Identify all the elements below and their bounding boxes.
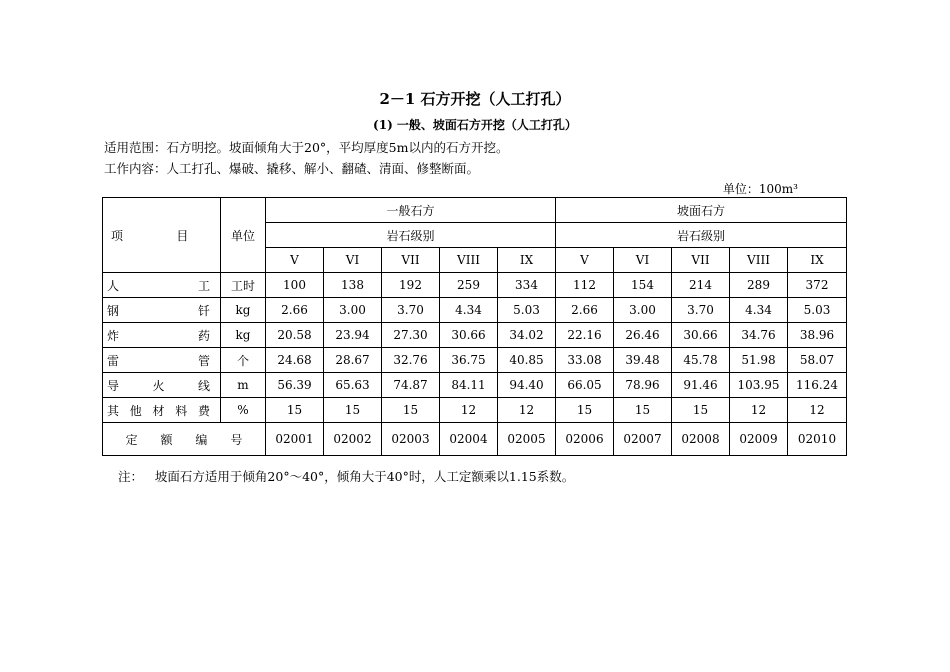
row-name: 炸药	[103, 323, 221, 348]
value-cell: 259	[440, 273, 498, 298]
value-cell: 30.66	[672, 323, 730, 348]
value-cell: 112	[556, 273, 614, 298]
row-unit: kg	[221, 323, 266, 348]
table-row	[103, 348, 847, 373]
value-cell: 15	[614, 398, 672, 423]
value-cell: 28.67	[324, 348, 382, 373]
page-title: 2－1 石方开挖（人工打孔）	[379, 90, 571, 108]
quota-code-cell: 02008	[672, 423, 730, 456]
quota-code-label: 定 额 编 号	[103, 423, 266, 456]
value-cell: 84.11	[440, 373, 498, 398]
grade-cell: V	[556, 248, 614, 273]
value-cell: 33.08	[556, 348, 614, 373]
quota-code-cell: 02007	[614, 423, 672, 456]
table-row	[103, 323, 847, 348]
table-row	[103, 298, 847, 323]
value-cell: 372	[788, 273, 847, 298]
grade-cell: VII	[382, 248, 440, 273]
unit-header: 单位	[221, 198, 266, 273]
quota-code-cell: 02003	[382, 423, 440, 456]
grade-cell: VII	[672, 248, 730, 273]
item-header: 项 目	[103, 198, 221, 273]
row-name: 其他材料费	[103, 398, 221, 423]
row-unit: kg	[221, 298, 266, 323]
value-cell: 36.75	[440, 348, 498, 373]
value-cell: 58.07	[788, 348, 847, 373]
value-cell: 103.95	[730, 373, 788, 398]
value-cell: 27.30	[382, 323, 440, 348]
value-cell: 40.85	[498, 348, 556, 373]
quota-code-cell: 02006	[556, 423, 614, 456]
value-cell: 4.34	[730, 298, 788, 323]
value-cell: 154	[614, 273, 672, 298]
value-cell: 22.16	[556, 323, 614, 348]
scope-text: 适用范围：石方明挖。坡面倾角大于20°，平均厚度5m以内的石方开挖。	[104, 140, 509, 155]
row-name: 雷管	[103, 348, 221, 373]
grade-cell: VI	[614, 248, 672, 273]
grade-cell: V	[266, 248, 324, 273]
quota-code-cell: 02005	[498, 423, 556, 456]
value-cell: 15	[556, 398, 614, 423]
value-cell: 3.00	[614, 298, 672, 323]
value-cell: 100	[266, 273, 324, 298]
general-rock-header: 一般石方	[266, 198, 556, 223]
value-cell: 51.98	[730, 348, 788, 373]
value-cell: 15	[324, 398, 382, 423]
value-cell: 74.87	[382, 373, 440, 398]
row-unit: %	[221, 398, 266, 423]
value-cell: 3.70	[672, 298, 730, 323]
value-cell: 12	[730, 398, 788, 423]
quota-code-row	[103, 423, 847, 456]
quota-code-cell: 02004	[440, 423, 498, 456]
value-cell: 2.66	[266, 298, 324, 323]
quota-table	[102, 197, 847, 456]
value-cell: 78.96	[614, 373, 672, 398]
table-row	[103, 373, 847, 398]
value-cell: 26.46	[614, 323, 672, 348]
row-unit: m	[221, 373, 266, 398]
row-unit: 工时	[221, 273, 266, 298]
value-cell: 12	[498, 398, 556, 423]
value-cell: 192	[382, 273, 440, 298]
value-cell: 38.96	[788, 323, 847, 348]
rock-grade-header: 岩石级别	[556, 223, 847, 248]
row-name: 导火线	[103, 373, 221, 398]
value-cell: 65.63	[324, 373, 382, 398]
work-content-text: 工作内容：人工打孔、爆破、撬移、解小、翻碴、清面、修整断面。	[104, 161, 480, 176]
quota-code-cell: 02010	[788, 423, 847, 456]
value-cell: 94.40	[498, 373, 556, 398]
value-cell: 39.48	[614, 348, 672, 373]
value-cell: 24.68	[266, 348, 324, 373]
unit-label: 单位：100m³	[722, 182, 798, 196]
value-cell: 5.03	[498, 298, 556, 323]
row-name: 钢钎	[103, 298, 221, 323]
quota-code-cell: 02009	[730, 423, 788, 456]
grade-cell: IX	[498, 248, 556, 273]
value-cell: 20.58	[266, 323, 324, 348]
grade-cell: IX	[788, 248, 847, 273]
table-row	[103, 273, 847, 298]
value-cell: 5.03	[788, 298, 847, 323]
value-cell: 23.94	[324, 323, 382, 348]
quota-code-cell: 02002	[324, 423, 382, 456]
value-cell: 15	[382, 398, 440, 423]
footnote: 注： 坡面石方适用于倾角20°～40°，倾角大于40°时，人工定额乘以1.15系数。	[118, 469, 575, 484]
rock-grade-header: 岩石级别	[266, 223, 556, 248]
grade-cell: VI	[324, 248, 382, 273]
value-cell: 214	[672, 273, 730, 298]
value-cell: 12	[440, 398, 498, 423]
quota-code-cell: 02001	[266, 423, 324, 456]
slope-rock-header: 坡面石方	[556, 198, 847, 223]
value-cell: 3.70	[382, 298, 440, 323]
value-cell: 3.00	[324, 298, 382, 323]
row-name: 人工	[103, 273, 221, 298]
value-cell: 289	[730, 273, 788, 298]
value-cell: 56.39	[266, 373, 324, 398]
value-cell: 30.66	[440, 323, 498, 348]
table-row	[103, 398, 847, 423]
value-cell: 15	[672, 398, 730, 423]
grade-cell: VIII	[440, 248, 498, 273]
value-cell: 116.24	[788, 373, 847, 398]
value-cell: 32.76	[382, 348, 440, 373]
value-cell: 2.66	[556, 298, 614, 323]
value-cell: 45.78	[672, 348, 730, 373]
value-cell: 34.76	[730, 323, 788, 348]
row-unit: 个	[221, 348, 266, 373]
value-cell: 12	[788, 398, 847, 423]
value-cell: 15	[266, 398, 324, 423]
value-cell: 91.46	[672, 373, 730, 398]
value-cell: 4.34	[440, 298, 498, 323]
value-cell: 66.05	[556, 373, 614, 398]
value-cell: 138	[324, 273, 382, 298]
value-cell: 34.02	[498, 323, 556, 348]
value-cell: 334	[498, 273, 556, 298]
grade-cell: VIII	[730, 248, 788, 273]
section-subtitle: (1) 一般、坡面石方开挖（人工打孔）	[373, 118, 577, 132]
